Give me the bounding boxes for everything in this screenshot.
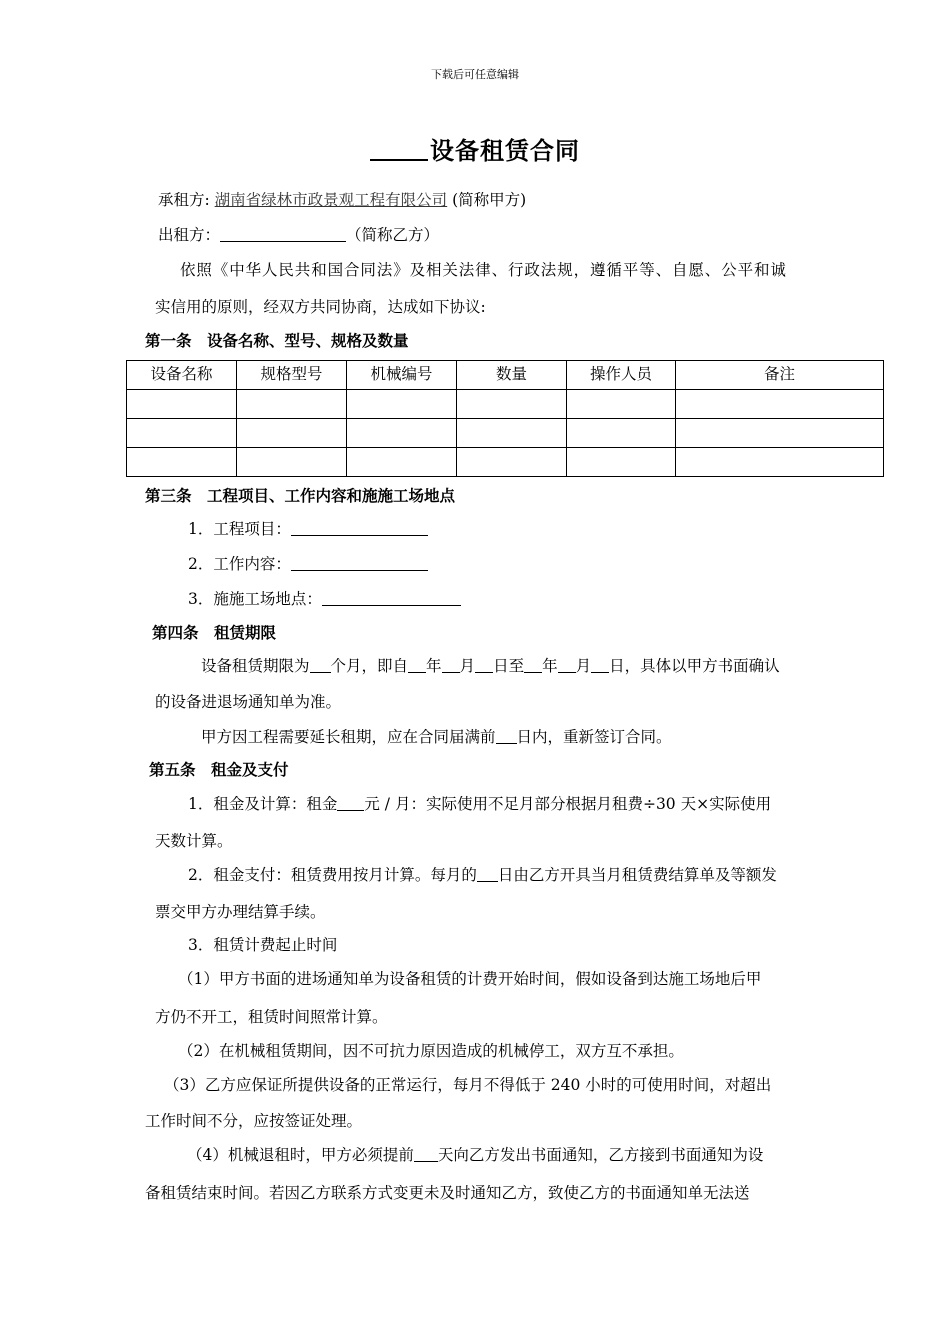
table-cell[interactable] <box>676 419 884 448</box>
clause-1-line-1: （1）甲方书面的进场通知单为设备租赁的计费开始时间，假如设备到达施工场地后甲 <box>178 970 762 988</box>
section-3-title: 第三条 工程项目、工作内容和施施工场地点 <box>145 486 456 505</box>
table-header-cell: 机械编号 <box>347 361 457 390</box>
section-4-para-1: 设备租赁期限为 个月，即自 年 月 日至 年 月 日，具体以甲方书面确认 <box>201 657 780 675</box>
table-row <box>127 448 884 477</box>
header-note: 下载后可任意编辑 <box>431 68 519 81</box>
title-blank <box>370 137 428 161</box>
clause-3-line-2: 工作时间不分，应按签证处理。 <box>145 1112 363 1130</box>
table-cell[interactable] <box>457 419 567 448</box>
table-row <box>127 419 884 448</box>
clause-4-line-2: 备租赁结束时间。若因乙方联系方式变更未及时通知乙方，致使乙方的书面通知单无法送 <box>145 1184 750 1202</box>
equipment-table <box>126 360 884 477</box>
table-row <box>127 390 884 419</box>
table-cell[interactable] <box>457 448 567 477</box>
table-cell[interactable] <box>347 390 457 419</box>
table-header-cell: 规格型号 <box>237 361 347 390</box>
table-cell[interactable] <box>237 390 347 419</box>
table-header-cell: 操作人员 <box>567 361 676 390</box>
contract-title: 设备租赁合同 <box>0 131 950 166</box>
section-5-item-1-line-2: 天数计算。 <box>155 832 233 850</box>
section-4-title: 第四条 租赁期限 <box>152 623 277 642</box>
clause-2: （2）在机械租赁期间，因不可抗力原因造成的机械停工，双方互不承担。 <box>178 1042 684 1060</box>
lessor-blank <box>220 225 346 242</box>
lessor-line: 出租方： （简称乙方） <box>158 226 440 244</box>
table-cell[interactable] <box>237 448 347 477</box>
table-cell[interactable] <box>567 390 676 419</box>
table-cell[interactable] <box>347 419 457 448</box>
project-blank <box>291 519 428 536</box>
table-cell[interactable] <box>567 419 676 448</box>
section-5-item-3: 3．租赁计费起止时间 <box>188 936 338 954</box>
table-cell[interactable] <box>127 419 237 448</box>
intro-line-1: 依照《中华人民共和国合同法》及相关法律、行政法规，遵循平等、自愿、公平和诚 <box>180 261 787 279</box>
section-5-item-2: 2．租金支付：租赁费用按月计算。每月的 日由乙方开具当月租赁费结算单及等额发 <box>188 866 777 884</box>
section-5-item-1: 1．租金及计算：租金 元 / 月：实际使用不足月部分根据月租费÷30 天×实际使用 <box>188 795 772 813</box>
lessee-name: 湖南省绿林市政景观工程有限公司 <box>214 191 448 209</box>
clause-1-line-2: 方仍不开工，租赁时间照常计算。 <box>155 1008 388 1026</box>
table-cell[interactable] <box>457 390 567 419</box>
table-cell[interactable] <box>127 390 237 419</box>
intro-line-2: 实信用的原则，经双方共同协商，达成如下协议: <box>155 298 486 316</box>
rent-blank <box>337 794 364 811</box>
section-5-item-2-line-2: 票交甲方办理结算手续。 <box>155 903 326 921</box>
section-5-title: 第五条 租金及支付 <box>149 760 289 779</box>
table-header-row <box>127 361 884 390</box>
table-cell[interactable] <box>127 448 237 477</box>
section-3-item-1: 1．工程项目： <box>188 518 428 540</box>
site-blank <box>322 589 461 606</box>
work-content-blank <box>291 554 428 571</box>
section-3-item-3: 3．施施工场地点： <box>188 588 461 610</box>
table-header-cell: 设备名称 <box>127 361 237 390</box>
section-3-item-2: 2．工作内容： <box>188 553 428 575</box>
lessee-line: 承租方: 湖南省绿林市政景观工程有限公司 (简称甲方) <box>158 191 527 209</box>
clause-3-line-1: （3）乙方应保证所提供设备的正常运行，每月不得低于 240 小时的可使用时间，对超出 <box>164 1076 772 1094</box>
section-1-title: 第一条 设备名称、型号、规格及数量 <box>145 331 409 350</box>
section-4-para-2: 甲方因工程需要延长租期，应在合同届满前 日内，重新签订合同。 <box>201 728 672 746</box>
table-cell[interactable] <box>567 448 676 477</box>
section-4-para-1-line-2: 的设备进退场通知单为准。 <box>155 693 342 711</box>
table-header-cell: 数量 <box>457 361 567 390</box>
table-cell[interactable] <box>237 419 347 448</box>
table-cell[interactable] <box>676 390 884 419</box>
table-header-cell: 备注 <box>676 361 884 390</box>
table-cell[interactable] <box>347 448 457 477</box>
clause-4-line-1: （4）机械退租时，甲方必须提前 天向乙方发出书面通知，乙方接到书面通知为设 <box>187 1146 764 1164</box>
table-cell[interactable] <box>676 448 884 477</box>
